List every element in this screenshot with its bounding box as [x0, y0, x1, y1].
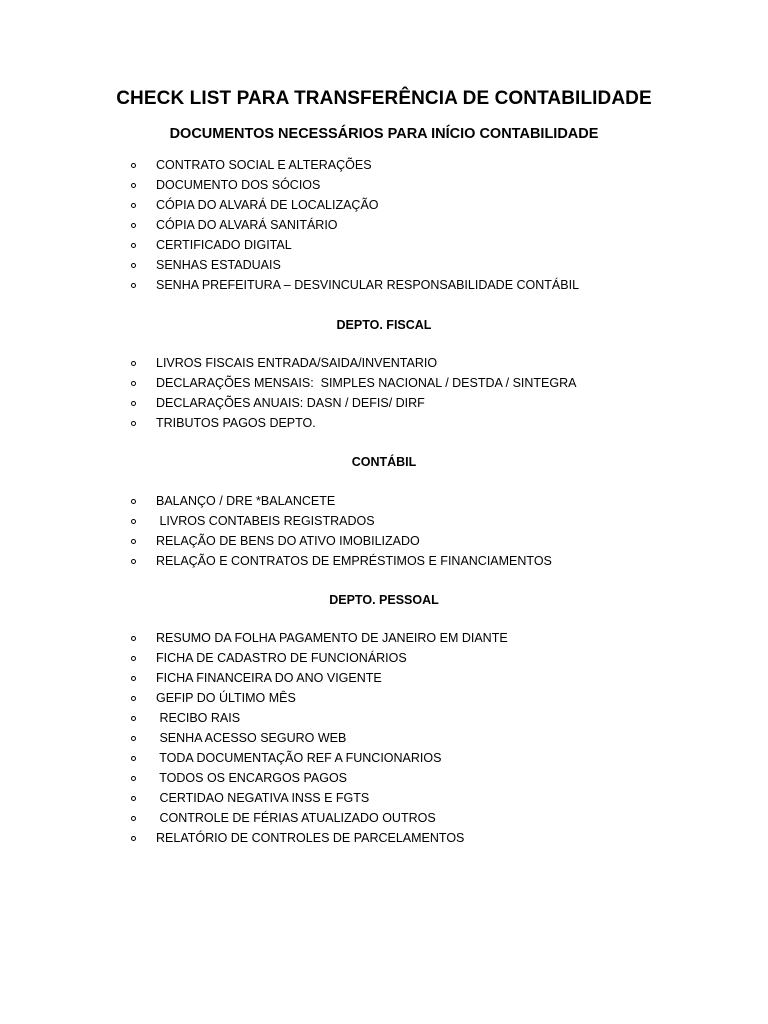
list-item-label: RELAÇÃO E CONTRATOS DE EMPRÉSTIMOS E FINANCIAMENTOS — [156, 554, 552, 568]
list-item-label: TODA DOCUMENTAÇÃO REF A FUNCIONARIOS — [156, 751, 442, 765]
list-item-label: FICHA FINANCEIRA DO ANO VIGENTE — [156, 671, 382, 685]
bullet-circle-icon — [131, 183, 136, 188]
list-item-label: CONTRATO SOCIAL E ALTERAÇÕES — [156, 158, 372, 172]
list-item — [128, 648, 508, 668]
list-item — [128, 195, 579, 215]
list-item — [128, 668, 508, 688]
list-item — [128, 175, 579, 195]
bullet-circle-icon — [131, 499, 136, 504]
bullet-circle-icon — [131, 736, 136, 741]
list-item-label: CONTROLE DE FÉRIAS ATUALIZADO OUTROS — [156, 811, 436, 825]
bullet-circle-icon — [131, 163, 136, 168]
bullet-circle-icon — [131, 203, 136, 208]
bullet-circle-icon — [131, 381, 136, 386]
list-item-label: DECLARAÇÕES MENSAIS: SIMPLES NACIONAL / DESTDA / SINTEGRA — [156, 376, 577, 390]
list-item — [128, 531, 552, 551]
list-item — [128, 393, 576, 413]
list-item-label: RELAÇÃO DE BENS DO ATIVO IMOBILIZADO — [156, 534, 420, 548]
list-item-label: CERTIDAO NEGATIVA INSS E FGTS — [156, 791, 370, 805]
list-item — [128, 353, 576, 373]
list-item-label: SENHA ACESSO SEGURO WEB — [156, 731, 347, 745]
list-item — [128, 155, 579, 175]
fiscal-documents-list — [128, 353, 576, 433]
bullet-circle-icon — [131, 816, 136, 821]
list-item-label: FICHA DE CADASTRO DE FUNCIONÁRIOS — [156, 651, 407, 665]
list-item — [128, 255, 579, 275]
bullet-circle-icon — [131, 263, 136, 268]
bullet-circle-icon — [131, 676, 136, 681]
document-subtitle: DOCUMENTOS NECESSÁRIOS PARA INÍCIO CONTABILIDADE — [169, 126, 599, 142]
list-item — [128, 808, 508, 828]
list-item-label: DOCUMENTO DOS SÓCIOS — [156, 178, 321, 192]
list-item — [128, 768, 508, 788]
bullet-circle-icon — [131, 243, 136, 248]
section-heading-pessoal: DEPTO. PESSOAL — [329, 593, 439, 607]
list-item — [128, 235, 579, 255]
list-item — [128, 373, 576, 393]
list-item-label: RESUMO DA FOLHA PAGAMENTO DE JANEIRO EM DIANTE — [156, 631, 508, 645]
list-item-label: BALANÇO / DRE *BALANCETE — [156, 494, 336, 508]
list-item — [128, 215, 579, 235]
list-item-label: LIVROS FISCAIS ENTRADA/SAIDA/INVENTARIO — [156, 356, 438, 370]
list-item-label: CÓPIA DO ALVARÁ DE LOCALIZAÇÃO — [156, 198, 379, 212]
list-item — [128, 491, 552, 511]
list-item — [128, 628, 508, 648]
document-title: CHECK LIST PARA TRANSFERÊNCIA DE CONTABILIDADE — [116, 88, 652, 109]
list-item — [128, 788, 508, 808]
list-item-label: TODOS OS ENCARGOS PAGOS — [156, 771, 348, 785]
section-heading-fiscal: DEPTO. FISCAL — [336, 318, 432, 332]
pessoal-documents-list — [128, 628, 508, 848]
bullet-circle-icon — [131, 421, 136, 426]
list-item-label: RECIBO RAIS — [156, 711, 241, 725]
list-item — [128, 275, 579, 295]
bullet-circle-icon — [131, 836, 136, 841]
bullet-circle-icon — [131, 656, 136, 661]
list-item — [128, 511, 552, 531]
list-item-label: GEFIP DO ÚLTIMO MÊS — [156, 691, 296, 705]
section-heading-contabil: CONTÁBIL — [351, 455, 417, 469]
bullet-circle-icon — [131, 361, 136, 366]
bullet-circle-icon — [131, 776, 136, 781]
bullet-circle-icon — [131, 283, 136, 288]
bullet-circle-icon — [131, 519, 136, 524]
bullet-circle-icon — [131, 696, 136, 701]
bullet-circle-icon — [131, 401, 136, 406]
list-item-label: RELATÓRIO DE CONTROLES DE PARCELAMENTOS — [156, 831, 465, 845]
list-item — [128, 728, 508, 748]
bullet-circle-icon — [131, 796, 136, 801]
list-item — [128, 828, 508, 848]
bullet-circle-icon — [131, 223, 136, 228]
list-item-label: TRIBUTOS PAGOS DEPTO. — [156, 416, 316, 430]
bullet-circle-icon — [131, 539, 136, 544]
list-item-label: CERTIFICADO DIGITAL — [156, 238, 292, 252]
list-item-label: DECLARAÇÕES ANUAIS: DASN / DEFIS/ DIRF — [156, 396, 425, 410]
bullet-circle-icon — [131, 559, 136, 564]
list-item — [128, 551, 552, 571]
list-item — [128, 708, 508, 728]
bullet-circle-icon — [131, 636, 136, 641]
list-item-label: CÓPIA DO ALVARÁ SANITÁRIO — [156, 218, 338, 232]
contabil-documents-list — [128, 491, 552, 571]
list-item — [128, 748, 508, 768]
list-item-label: SENHAS ESTADUAIS — [156, 258, 281, 272]
bullet-circle-icon — [131, 716, 136, 721]
bullet-circle-icon — [131, 756, 136, 761]
list-item — [128, 413, 576, 433]
list-item — [128, 688, 508, 708]
list-item-label: LIVROS CONTABEIS REGISTRADOS — [156, 514, 375, 528]
list-item-label: SENHA PREFEITURA – DESVINCULAR RESPONSABILIDADE CONTÁBIL — [156, 278, 580, 292]
general-documents-list — [128, 155, 579, 295]
